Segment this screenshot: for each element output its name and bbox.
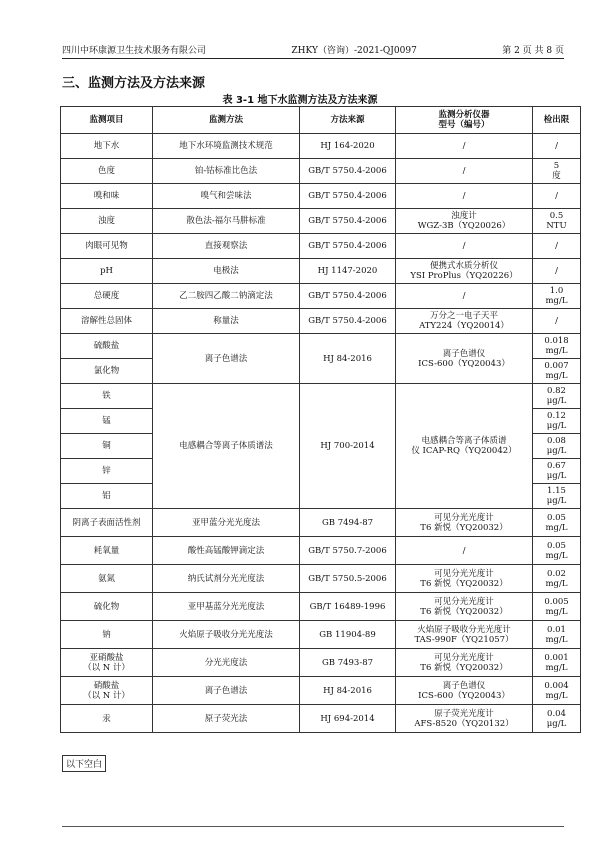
table-cell: 电感耦合等离子体质谱 仪 ICAP-RQ（YQ20042）: [396, 384, 533, 509]
document-code: ZHKY（咨询）-2021-QJ0097: [291, 46, 417, 56]
table-cell: HJ 84-2016: [300, 334, 396, 384]
table-cell: GB/T 5750.4-2006: [300, 234, 396, 259]
table-row: [61, 649, 581, 677]
table-cell: 0.02 mg/L: [533, 565, 581, 593]
table-row: [61, 705, 581, 733]
table-cell: 乙二胺四乙酸二钠滴定法: [153, 284, 300, 309]
table-cell: /: [533, 259, 581, 284]
table-row: [61, 537, 581, 565]
table-cell: 亚硝酸盐 （以 N 计）: [61, 649, 153, 677]
table-cell: 0.018 mg/L: [533, 334, 581, 359]
col-header: 监测项目: [61, 107, 153, 134]
table-cell: GB/T 5750.4-2006: [300, 309, 396, 334]
page-number: 第 2 页 共 8 页: [502, 46, 564, 56]
table-cell: GB/T 16489-1996: [300, 593, 396, 621]
table-cell: 火焰原子吸收分光光度法: [153, 621, 300, 649]
table-cell: /: [533, 184, 581, 209]
table-cell: HJ 694-2014: [300, 705, 396, 733]
table-row: [61, 259, 581, 284]
table-cell: 色度: [61, 159, 153, 184]
table-cell: 0.08 μg/L: [533, 434, 581, 459]
table-cell: /: [533, 234, 581, 259]
table-cell: 0.01 mg/L: [533, 621, 581, 649]
table-cell: HJ 1147-2020: [300, 259, 396, 284]
table-cell: 铁: [61, 384, 153, 409]
table-cell: 铂-钴标准比色法: [153, 159, 300, 184]
table-body: [61, 134, 581, 733]
table-cell: 纳氏试剂分光光度法: [153, 565, 300, 593]
table-cell: GB/T 5750.7-2006: [300, 537, 396, 565]
table-cell: 嗅气和尝味法: [153, 184, 300, 209]
table-cell: 万分之一电子天平 ATY224（YQ20014）: [396, 309, 533, 334]
table-cell: 离子色谱法: [153, 677, 300, 705]
table-cell: HJ 164-2020: [300, 134, 396, 159]
table-cell: GB 11904-89: [300, 621, 396, 649]
table-cell: GB 7494-87: [300, 509, 396, 537]
table-cell: 离子色谱仪 ICS-600（YQ20043）: [396, 334, 533, 384]
table-cell: 锌: [61, 459, 153, 484]
table-cell: GB/T 5750.5-2006: [300, 565, 396, 593]
table-cell: 便携式水质分析仪 YSI ProPlus（YQ20226）: [396, 259, 533, 284]
table-cell: 地下水环境监测技术规范: [153, 134, 300, 159]
table-cell: 可见分光光度计 T6 新悦（YQ20032）: [396, 565, 533, 593]
table-cell: 称量法: [153, 309, 300, 334]
table-cell: 1.15 μg/L: [533, 484, 581, 509]
col-header: 监测分析仪器 型号（编号）: [396, 107, 533, 134]
table-row: [61, 334, 581, 359]
methods-table: [60, 106, 581, 733]
table-cell: 分光光度法: [153, 649, 300, 677]
table-row: [61, 677, 581, 705]
table-row: [61, 509, 581, 537]
table-cell: 硝酸盐 （以 N 计）: [61, 677, 153, 705]
table-cell: GB/T 5750.4-2006: [300, 159, 396, 184]
table-row: [61, 159, 581, 184]
table-row: [61, 184, 581, 209]
table-cell: 浊度计 WGZ-3B（YQ20026）: [396, 209, 533, 234]
table-cell: 总硬度: [61, 284, 153, 309]
table-cell: HJ 700-2014: [300, 384, 396, 509]
table-cell: 硫酸盐: [61, 334, 153, 359]
table-cell: 0.5 NTU: [533, 209, 581, 234]
table-cell: /: [396, 184, 533, 209]
table-cell: 5 度: [533, 159, 581, 184]
table-cell: 氯化物: [61, 359, 153, 384]
table-cell: 0.05 mg/L: [533, 509, 581, 537]
table-row: [61, 234, 581, 259]
table-title: 表 3-1 地下水监测方法及方法来源: [222, 95, 378, 106]
table-cell: 原子荧光光度计 AFS-8520（YQ20132）: [396, 705, 533, 733]
table-cell: 铜: [61, 434, 153, 459]
page-header: [62, 40, 564, 56]
table-cell: 溶解性总固体: [61, 309, 153, 334]
table-cell: 嗅和味: [61, 184, 153, 209]
table-cell: 1.0 mg/L: [533, 284, 581, 309]
table-cell: 浊度: [61, 209, 153, 234]
table-cell: pH: [61, 259, 153, 284]
table-cell: 铝: [61, 484, 153, 509]
table-cell: 散色法-福尔马肼标准: [153, 209, 300, 234]
header-divider: [62, 58, 564, 59]
table-cell: GB/T 5750.4-2006: [300, 209, 396, 234]
table-cell: 亚甲蓝分光光度法: [153, 509, 300, 537]
table-cell: 直接观察法: [153, 234, 300, 259]
table-row: [61, 593, 581, 621]
table-cell: 离子色谱仪 ICS-600（YQ20043）: [396, 677, 533, 705]
table-cell: /: [396, 284, 533, 309]
table-cell: GB/T 5750.4-2006: [300, 284, 396, 309]
table-cell: 可见分光光度计 T6 新悦（YQ20032）: [396, 593, 533, 621]
table-cell: 原子荧光法: [153, 705, 300, 733]
table-cell: HJ 84-2016: [300, 677, 396, 705]
table-cell: /: [396, 159, 533, 184]
table-cell: 火焰原子吸收分光光度计 TAS-990F（YQ21057）: [396, 621, 533, 649]
col-header: 方法来源: [300, 107, 396, 134]
table-cell: /: [396, 134, 533, 159]
table-cell: /: [396, 234, 533, 259]
table-cell: 离子色谱法: [153, 334, 300, 384]
table-header-row: [61, 107, 581, 134]
table-cell: /: [396, 537, 533, 565]
footer-divider: [62, 826, 564, 827]
table-row: [61, 565, 581, 593]
table-cell: GB 7493-87: [300, 649, 396, 677]
table-cell: 亚甲基蓝分光光度法: [153, 593, 300, 621]
table-cell: 0.82 μg/L: [533, 384, 581, 409]
table-cell: 0.004 mg/L: [533, 677, 581, 705]
table-cell: 0.04 μg/L: [533, 705, 581, 733]
table-cell: 耗氧量: [61, 537, 153, 565]
table-cell: 氨氮: [61, 565, 153, 593]
table-cell: 肉眼可见物: [61, 234, 153, 259]
col-header: 监测方法: [153, 107, 300, 134]
table-cell: 0.67 μg/L: [533, 459, 581, 484]
table-cell: 可见分光光度计 T6 新悦（YQ20032）: [396, 649, 533, 677]
table-cell: 0.05 mg/L: [533, 537, 581, 565]
table-cell: 阴离子表面活性剂: [61, 509, 153, 537]
section-title: 三、监测方法及方法来源: [62, 76, 206, 91]
table-cell: 0.12 μg/L: [533, 409, 581, 434]
table-cell: /: [533, 134, 581, 159]
table-cell: /: [533, 309, 581, 334]
table-row: [61, 284, 581, 309]
table-row: [61, 209, 581, 234]
table-cell: 0.007 mg/L: [533, 359, 581, 384]
table-cell: 可见分光光度计 T6 新悦（YQ20032）: [396, 509, 533, 537]
table-row: [61, 309, 581, 334]
table-cell: 电极法: [153, 259, 300, 284]
table-cell: GB/T 5750.4-2006: [300, 184, 396, 209]
table-cell: 0.001 mg/L: [533, 649, 581, 677]
table-cell: 酸性高锰酸钾滴定法: [153, 537, 300, 565]
table-cell: 硫化物: [61, 593, 153, 621]
table-cell: 0.005 mg/L: [533, 593, 581, 621]
table-cell: 锰: [61, 409, 153, 434]
company-name: 四川中环康源卫生技术服务有限公司: [62, 46, 207, 56]
table-cell: 电感耦合等离子体质谱法: [153, 384, 300, 509]
table-cell: 汞: [61, 705, 153, 733]
col-header: 检出限: [533, 107, 581, 134]
table-cell: 钠: [61, 621, 153, 649]
blank-note: 以下空白: [62, 755, 106, 772]
table-row: [61, 384, 581, 409]
table-row: [61, 134, 581, 159]
table-row: [61, 621, 581, 649]
table-cell: 地下水: [61, 134, 153, 159]
